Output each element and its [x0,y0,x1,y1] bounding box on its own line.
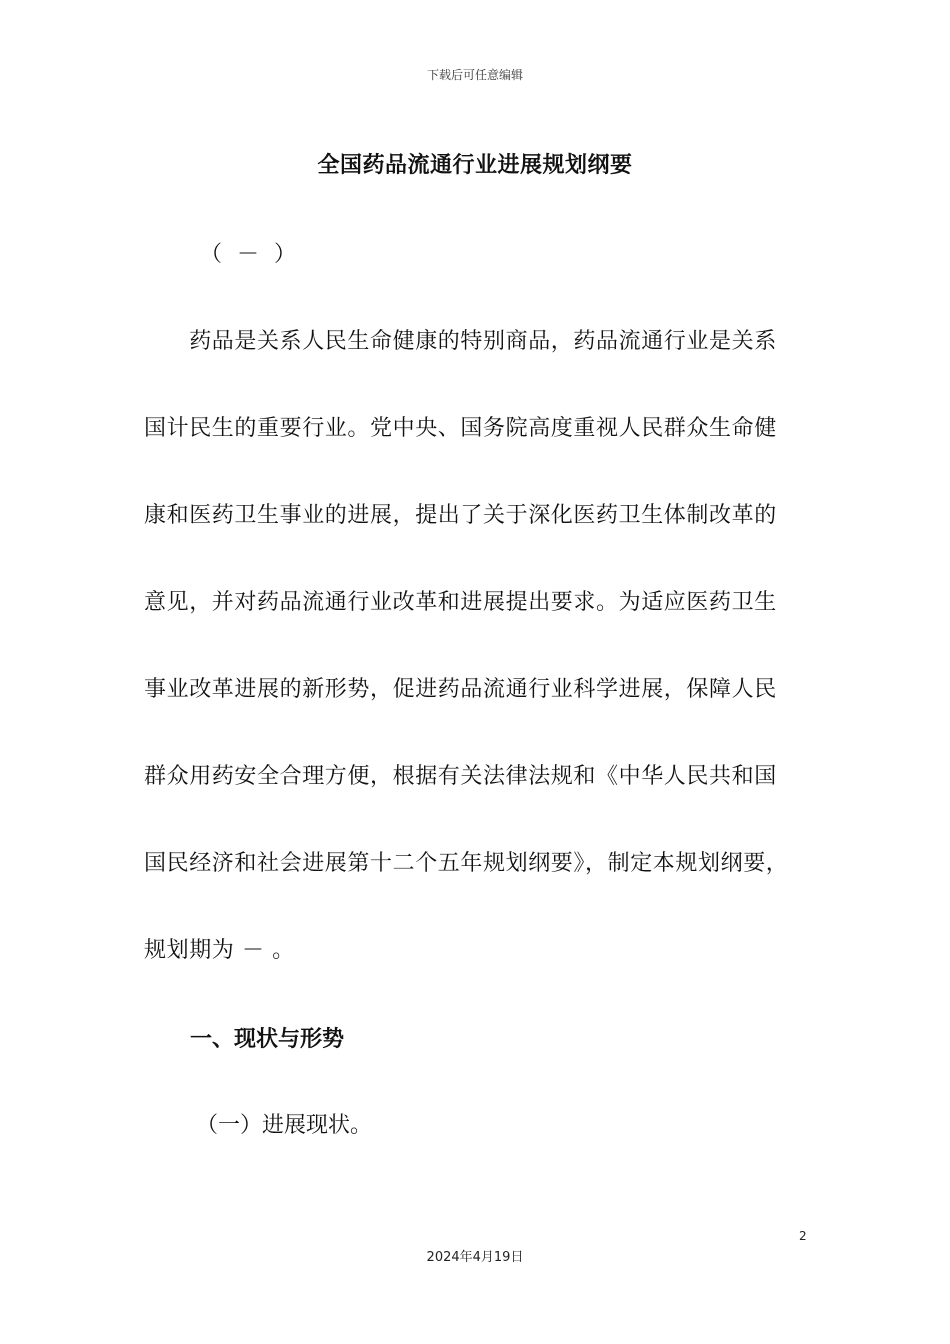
body-line: 国民经济和社会进展第十二个五年规划纲要》，制定本规划纲要， [144,851,789,876]
body-line: 意见，并对药品流通行业改革和进展提出要求。为适应医药卫生 [144,590,777,615]
body-line: 国计民生的重要行业。党中央、国务院高度重视人民群众生命健 [144,416,777,441]
body-line: 康和医药卫生事业的进展，提出了关于深化医药卫生体制改革的 [144,503,777,528]
body-line: 事业改革进展的新形势，促进药品流通行业科学进展，保障人民 [144,677,777,702]
document-title: 全国药品流通行业进展规划纲要 [317,153,633,178]
section-heading: 一、现状与形势 [190,1027,345,1052]
page-number: 2 [799,1229,807,1243]
body-line: 药品是关系人民生命健康的特别商品，药品流通行业是关系 [144,329,777,354]
paragraph-marker: （ － ） [200,242,300,267]
body-line: 规划期为 － 。 [144,938,295,963]
sub-heading: （一）进展现状。 [196,1113,373,1138]
body-line: 群众用药安全合理方便，根据有关法律法规和《中华人民共和国 [144,764,777,789]
footer-date: 2024年4月19日 [426,1250,524,1265]
header-note: 下载后可任意编辑 [426,68,523,82]
